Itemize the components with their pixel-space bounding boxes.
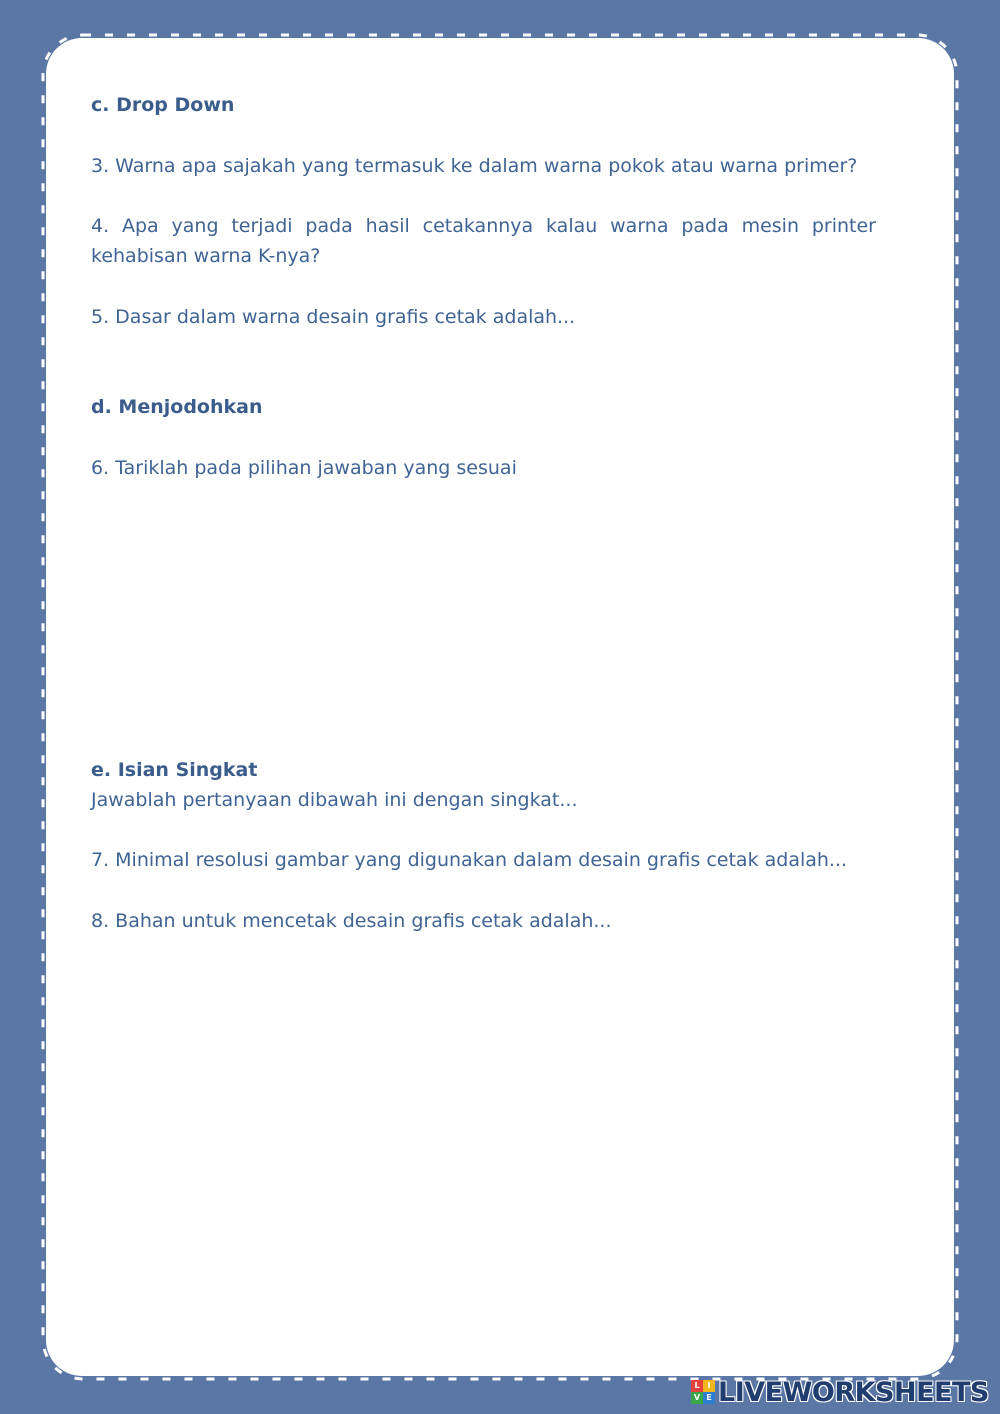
section-e-heading: e. Isian Singkat (91, 759, 258, 781)
question-5: 5. Dasar dalam warna desain grafis cetak adalah... (91, 306, 576, 328)
question-7: 7. Minimal resolusi gambar yang digunakan dalam desain grafis cetak adalah... (91, 849, 848, 871)
logo-letter-e: E (703, 1392, 715, 1404)
logo-letter-i: I (703, 1380, 715, 1392)
section-e-instruction: Jawablah pertanyaan dibawah ini dengan singkat... (91, 789, 578, 811)
logo-letter-l: L (691, 1380, 703, 1392)
liveworksheets-logo-icon (691, 1380, 715, 1404)
liveworksheets-logo[interactable] (691, 1372, 989, 1412)
question-6: 6. Tariklah pada pilihan jawaban yang sesuai (91, 457, 517, 479)
question-3: 3. Warna apa sajakah yang termasuk ke dalam warna pokok atau warna primer? (91, 155, 858, 177)
section-d-heading: d. Menjodohkan (91, 396, 263, 418)
liveworksheets-wordmark: LIVEWORKSHEETS (718, 1376, 989, 1408)
question-4: 4. Apa yang terjadi pada hasil cetakannya kalau warna pada mesin printer kehabisan warna K-nya? (91, 215, 876, 267)
logo-letter-v: V (691, 1392, 703, 1404)
question-8: 8. Bahan untuk mencetak desain grafis cetak adalah... (91, 910, 612, 932)
section-c-heading: c. Drop Down (91, 94, 235, 116)
